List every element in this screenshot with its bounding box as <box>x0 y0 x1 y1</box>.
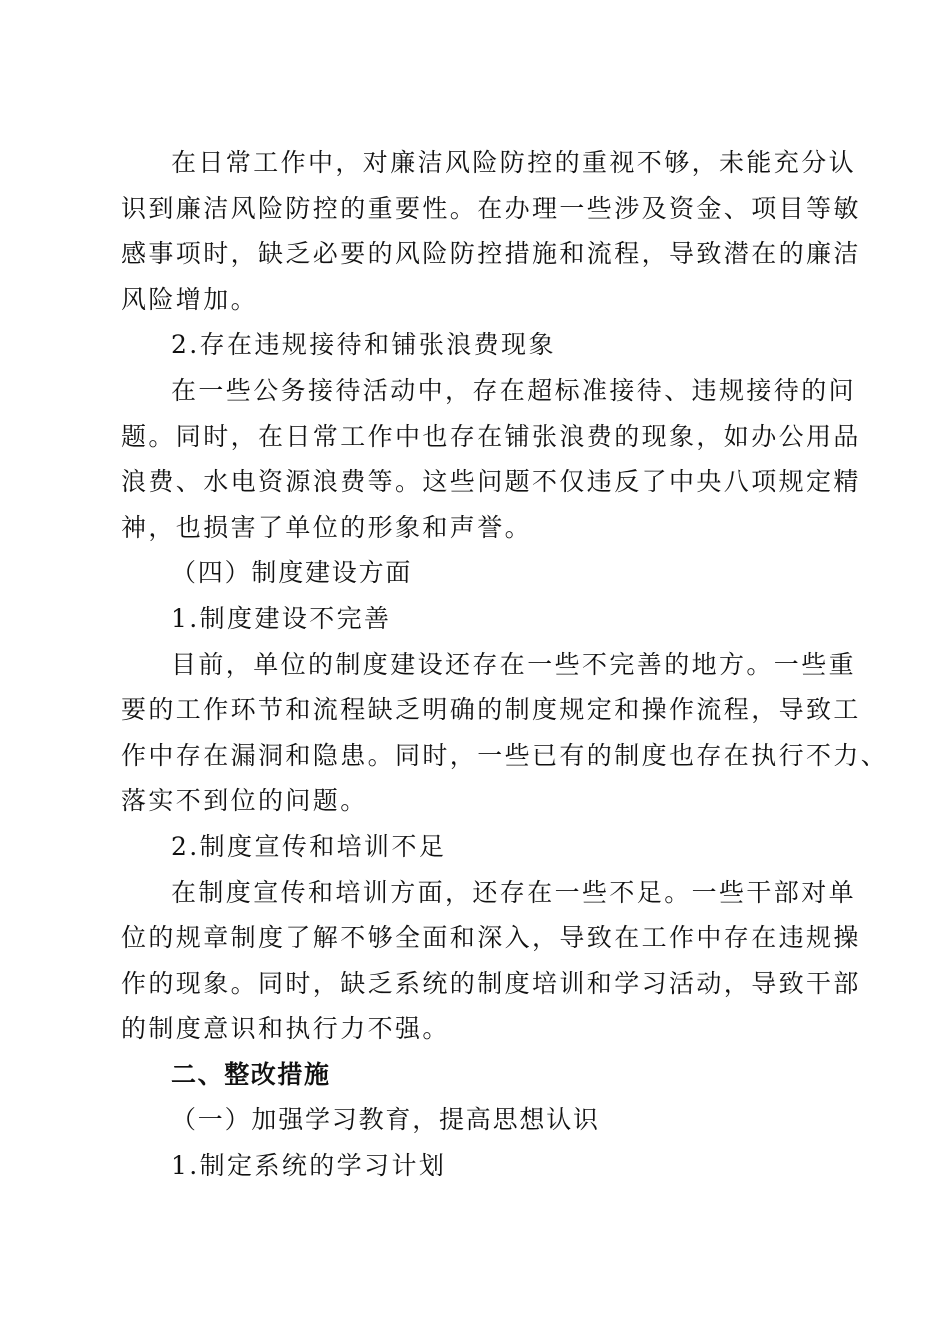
item-heading: 1.制度建设不完善 <box>171 603 392 633</box>
paragraph-line: 题。同时，在日常工作中也存在铺张浪费的现象，如办公用品 <box>121 421 861 451</box>
item-heading: 1.制定系统的学习计划 <box>171 1151 447 1181</box>
paragraph-line: 神，也损害了单位的形象和声誉。 <box>121 512 533 542</box>
paragraph-line: 在制度宣传和培训方面，还存在一些不足。一些干部对单 <box>171 877 857 907</box>
document-body <box>121 140 889 1189</box>
paragraph-line: 浪费、水电资源浪费等。这些问题不仅违反了中央八项规定精 <box>121 467 861 497</box>
paragraph-line: 在一些公务接待活动中，存在超标准接待、违规接待的问 <box>171 375 857 405</box>
subsection-heading: （一）加强学习教育，提高思想认识 <box>171 1105 600 1135</box>
section-heading: 二、整改措施 <box>171 1059 331 1089</box>
paragraph-line: 感事项时，缺乏必要的风险防控措施和流程，导致潜在的廉洁 <box>121 239 861 269</box>
item-heading: 2.存在违规接待和铺张浪费现象 <box>171 330 556 360</box>
item-heading: 2.制度宣传和培训不足 <box>171 831 447 861</box>
paragraph-line: 落实不到位的问题。 <box>121 786 368 816</box>
paragraph-line: 位的规章制度了解不够全面和深入，导致在工作中存在违规操 <box>121 923 861 953</box>
paragraph-line: 风险增加。 <box>121 284 259 314</box>
paragraph-line: 作中存在漏洞和隐患。同时，一些已有的制度也存在执行不力、 <box>121 740 889 770</box>
subsection-heading: （四）制度建设方面 <box>171 558 413 588</box>
paragraph-line: 的制度意识和执行力不强。 <box>121 1014 450 1044</box>
paragraph-line: 在日常工作中，对廉洁风险防控的重视不够，未能充分认 <box>171 148 857 177</box>
paragraph-line: 要的工作环节和流程缺乏明确的制度规定和操作流程，导致工 <box>121 695 861 725</box>
paragraph-line: 目前，单位的制度建设还存在一些不完善的地方。一些重 <box>171 649 857 679</box>
paragraph-line: 作的现象。同时，缺乏系统的制度培训和学习活动，导致干部 <box>121 968 861 998</box>
paragraph-line: 识到廉洁风险防控的重要性。在办理一些涉及资金、项目等敏 <box>121 193 861 223</box>
